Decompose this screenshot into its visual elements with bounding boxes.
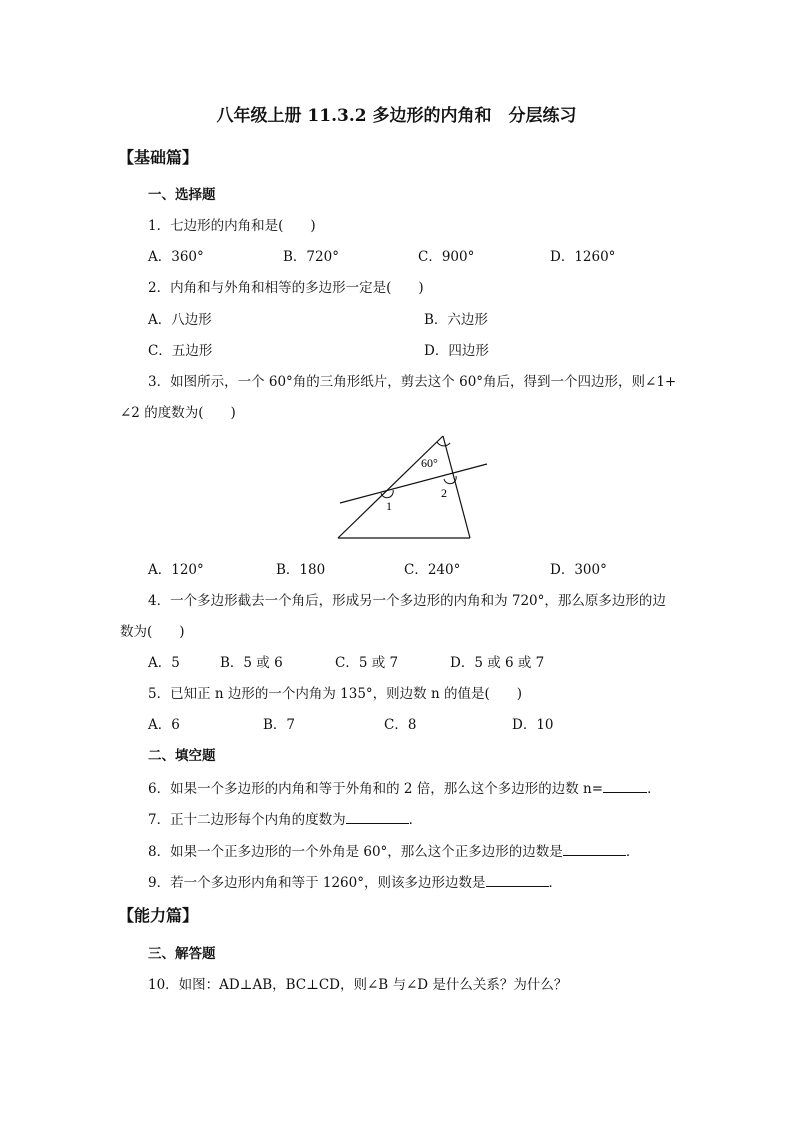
answer-blank-8[interactable] — [563, 842, 626, 856]
subsection-fill: 二、填空题 — [148, 748, 216, 764]
figure-label-60: 60° — [421, 456, 438, 470]
question-4-stem-line1: 4．一个多边形截去一个角后，形成另一个多边形的内角和为 720°，那么原多边形的边 — [148, 593, 666, 609]
q2-option-c: C．五边形 — [148, 343, 213, 359]
q4-option-c: C．5 或 7 — [335, 655, 399, 671]
q1-option-d: D．1260° — [550, 249, 616, 265]
subsection-choice: 一、选择题 — [148, 187, 216, 203]
section-basic: 【基础篇】 — [118, 148, 199, 167]
question-6-stem: 6．如果一个多边形的内角和等于外角和的 2 倍，那么这个多边形的边数 n= — [148, 781, 604, 797]
question-3-stem-line2: ∠2 的度数为( ) — [120, 405, 236, 421]
q4-option-b: B．5 或 6 — [220, 655, 283, 671]
q5-option-d: D．10 — [512, 717, 554, 733]
question-9-stem: 9．若一个多边形内角和等于 1260°，则该多边形边数是 — [148, 875, 486, 891]
figure-label-1: 1 — [386, 499, 392, 513]
question-8-stem: 8．如果一个正多边形的一个外角是 60°，那么这个正多边形的边数是 — [148, 844, 563, 860]
q3-option-a: A．120° — [148, 562, 204, 578]
question-7-stem: 7．正十二边形每个内角的度数为 — [148, 812, 346, 828]
figure-label-2: 2 — [441, 486, 447, 500]
question-5-stem: 5．已知正 n 边形的一个内角为 135°，则边数 n 的值是( ) — [148, 686, 522, 702]
q2-option-b: B．六边形 — [424, 312, 488, 328]
triangle-figure — [330, 430, 495, 550]
triangle-left-side — [338, 436, 443, 538]
q2-option-a: A．八边形 — [148, 312, 212, 328]
q5-option-c: C．8 — [384, 717, 417, 733]
answer-blank-7[interactable] — [346, 810, 409, 824]
question-1-stem: 1．七边形的内角和是( ) — [148, 218, 316, 234]
question-7-end: ． — [408, 812, 423, 828]
question-9-end: ． — [548, 875, 562, 891]
q3-option-c: C．240° — [404, 562, 461, 578]
question-3-stem-line1: 3．如图所示，一个 60°角的三角形纸片，剪去这个 60°角后，得到一个四边形，则∠1+ — [148, 374, 677, 390]
cut-line — [340, 464, 487, 503]
question-8 — [148, 842, 639, 861]
q3-option-b: B．180 — [276, 562, 326, 578]
q2-option-d: D．四边形 — [424, 343, 489, 359]
q5-option-a: A．6 — [148, 717, 180, 733]
question-10-stem: 10．如图：AD⊥AB，BC⊥CD，则∠B 与∠D 是什么关系？为什么？ — [148, 977, 568, 993]
q5-option-b: B．7 — [263, 717, 296, 733]
q4-option-d: D．5 或 6 或 7 — [450, 655, 545, 671]
question-6-end: ． — [647, 781, 661, 797]
q3-option-d: D．300° — [550, 562, 607, 578]
question-8-end: ． — [625, 844, 640, 860]
question-6 — [148, 779, 661, 798]
q1-option-a: A．360° — [148, 249, 204, 265]
answer-blank-9[interactable] — [486, 873, 549, 887]
triangle-right-side — [443, 436, 470, 538]
q1-option-c: C．900° — [418, 249, 475, 265]
subsection-answer: 三、解答题 — [148, 946, 216, 962]
angle-60-arc — [437, 442, 450, 446]
question-4-stem-line2: 数为( ) — [120, 624, 185, 640]
page-title: 八年级上册 11.3.2 多边形的内角和 分层练习 — [216, 106, 577, 126]
q4-option-a: A．5 — [148, 655, 180, 671]
question-2-stem: 2．内角和与外角和相等的多边形一定是( ) — [148, 280, 424, 296]
question-9 — [148, 873, 562, 892]
answer-blank-6[interactable] — [603, 779, 647, 793]
section-ability: 【能力篇】 — [118, 906, 199, 925]
q1-option-b: B．720° — [283, 249, 339, 265]
question-7 — [148, 810, 422, 829]
